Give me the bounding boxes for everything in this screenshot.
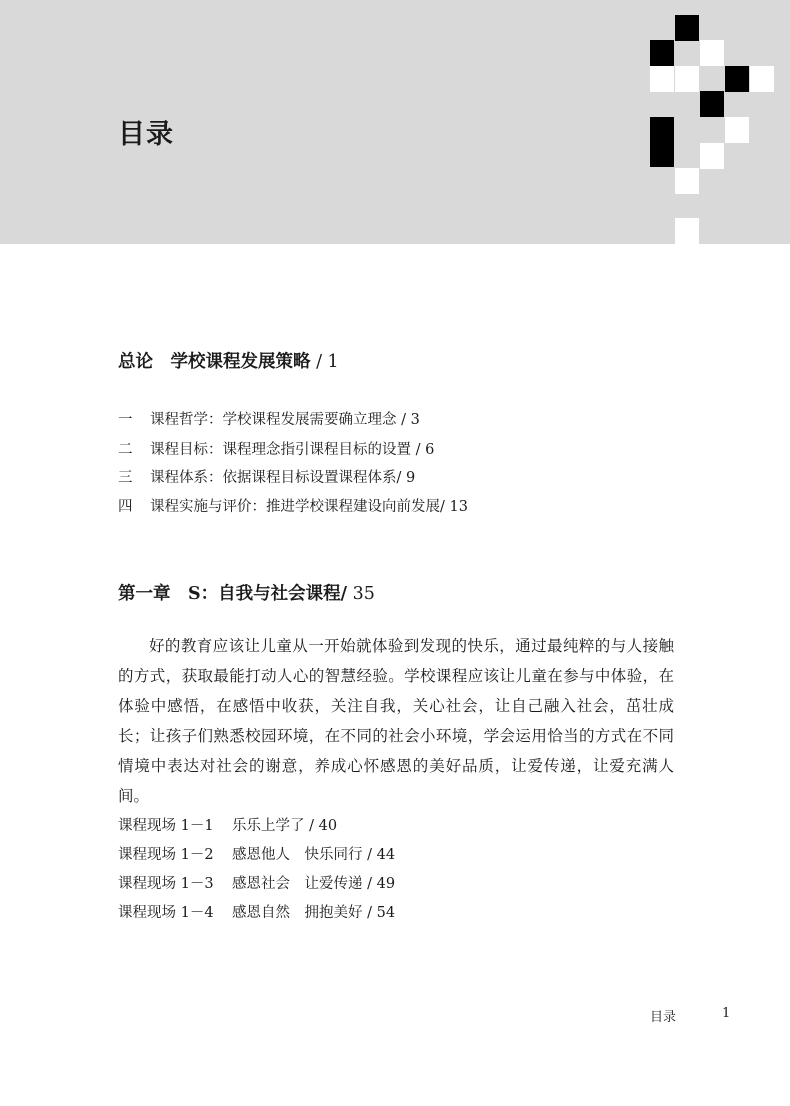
case-text: 感恩社会 让爱传递 / 49 (232, 876, 396, 892)
chapter1-title-text: 第一章 S：自我与社会课程/ (118, 584, 348, 604)
toc-item-text: 课程目标：课程理念指引课程目标的设置 / 6 (150, 442, 435, 458)
toc-item[interactable] (118, 466, 415, 487)
toc-item-text: 课程实施与评价：推进学校课程建设向前发展/ 13 (150, 499, 468, 515)
case-code: 课程现场 1－1 (118, 818, 214, 834)
deco-square (725, 66, 749, 92)
general-title-text: 总论 学校课程发展策略 (118, 352, 311, 372)
footer-section-label: 目录 (650, 1010, 677, 1025)
toc-item[interactable] (118, 495, 468, 516)
toc-item[interactable] (118, 438, 434, 459)
footer-page-number: 1 (722, 1006, 731, 1021)
case-text: 感恩自然 拥抱美好 / 54 (232, 905, 396, 921)
deco-square (700, 91, 724, 117)
deco-square (675, 168, 699, 194)
toc-item-number: 二 (118, 442, 133, 458)
case-item[interactable] (118, 814, 337, 835)
toc-item[interactable] (118, 408, 420, 429)
deco-square (650, 40, 674, 66)
case-item[interactable] (118, 843, 395, 864)
toc-item-text: 课程体系：依据课程目标设置课程体系/ 9 (150, 470, 416, 486)
toc-item-number: 四 (118, 499, 133, 515)
case-text: 乐乐上学了 / 40 (232, 818, 338, 834)
deco-square (675, 66, 699, 92)
case-item[interactable] (118, 872, 395, 893)
general-title-page: / 1 (310, 352, 339, 372)
chapter1-intro: 好的教育应该让儿童从一开始就体验到发现的快乐，通过最纯粹的与人接触的方式，获取最能打动人心的智慧经验。学校课程应该让儿童在参与中体验，在体验中感悟，在感悟中收获，关注自我，关心社会，让自己融入社会，茁壮成长；让孩子们熟悉校园环境，在不同的社会小环境，学会运用恰当的方式在不同情境中表达对社会的谢意，养成心怀感恩的美好品质，让爱传递，让爱充满人间。 (118, 637, 674, 805)
chapter1-title (118, 580, 375, 605)
deco-square (650, 117, 674, 167)
deco-square (700, 143, 724, 169)
deco-square (700, 40, 724, 66)
deco-square (675, 15, 699, 41)
page-title: 目录 (118, 119, 174, 150)
toc-item-number: 一 (118, 412, 133, 428)
deco-square (750, 66, 774, 92)
deco-square (725, 117, 749, 143)
toc-item-text: 课程哲学：学校课程发展需要确立理念 / 3 (150, 412, 420, 428)
deco-square (675, 218, 699, 244)
case-code: 课程现场 1－3 (118, 876, 214, 892)
case-item[interactable] (118, 901, 395, 922)
case-code: 课程现场 1－4 (118, 905, 214, 921)
general-section-title (118, 348, 339, 373)
chapter1-title-page: 35 (347, 584, 375, 604)
case-code: 课程现场 1－2 (118, 847, 214, 863)
toc-item-number: 三 (118, 470, 133, 486)
case-text: 感恩他人 快乐同行 / 44 (232, 847, 396, 863)
deco-square (650, 66, 674, 92)
